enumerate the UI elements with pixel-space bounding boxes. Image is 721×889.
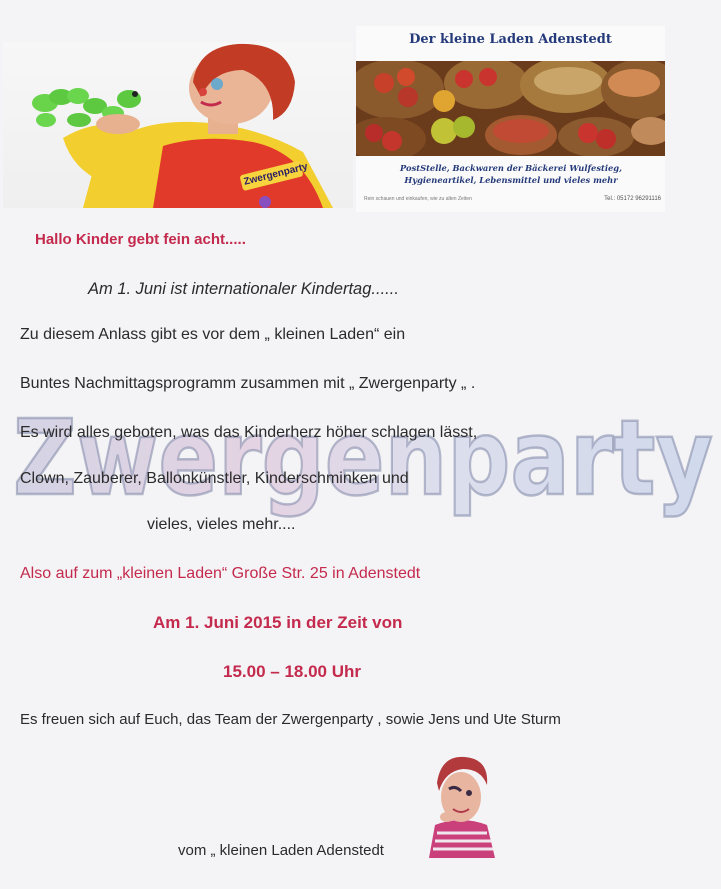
body-line-3: Es wird alles geboten, was das Kinderherz höher schlagen lässt, bbox=[20, 424, 478, 441]
shop-slogan: Rein schauen und einkaufen, wie zu alten Zeiten bbox=[364, 196, 472, 202]
event-date: Am 1. Juni 2015 in der Zeit von bbox=[153, 613, 403, 632]
shop-phone: Tel.: 05172 96291116 bbox=[604, 196, 661, 202]
clown-photo bbox=[3, 42, 353, 208]
vest-label: Zwergenparty bbox=[242, 161, 309, 188]
shop-services-line1: PostStelle, Backwaren der Bäckerei Wulfestieg, bbox=[400, 163, 622, 173]
shop-title: Der kleine Laden Adenstedt bbox=[409, 32, 612, 47]
watermark-text: Zwergenparty bbox=[13, 397, 713, 519]
zwergenparty-watermark bbox=[8, 394, 718, 524]
body-line-5: vieles, vieles mehr.... bbox=[147, 516, 296, 533]
body-line-2: Buntes Nachmittagsprogramm zusammen mit „ Zwergenparty „ . bbox=[20, 375, 476, 392]
date-announcement: Am 1. Juni ist internationaler Kindertag...... bbox=[88, 280, 399, 298]
thanks-line: Es freuen sich auf Euch, das Team der Zwergenparty , sowie Jens und Ute Sturm bbox=[20, 711, 561, 728]
shop-services-line2: Hygieneartikel, Lebensmittel und vieles mehr bbox=[404, 175, 618, 185]
child-photo bbox=[425, 755, 497, 858]
body-line-4: Clown, Zauberer, Ballonkünstler, Kinderschminken und bbox=[20, 470, 409, 487]
greeting-heading: Hallo Kinder gebt fein acht..... bbox=[35, 231, 246, 248]
groceries-image-icon bbox=[356, 61, 665, 156]
event-time: 15.00 – 18.00 Uhr bbox=[223, 662, 361, 681]
address-line: Also auf zum „kleinen Laden“ Große Str. 25 in Adenstedt bbox=[20, 565, 421, 582]
body-line-1: Zu diesem Anlass gibt es vor dem „ kleinen Laden“ ein bbox=[20, 326, 406, 343]
shop-advertisement bbox=[356, 26, 665, 212]
sender-line: vom „ kleinen Laden Adenstedt bbox=[178, 842, 384, 859]
shop-services bbox=[386, 162, 636, 186]
